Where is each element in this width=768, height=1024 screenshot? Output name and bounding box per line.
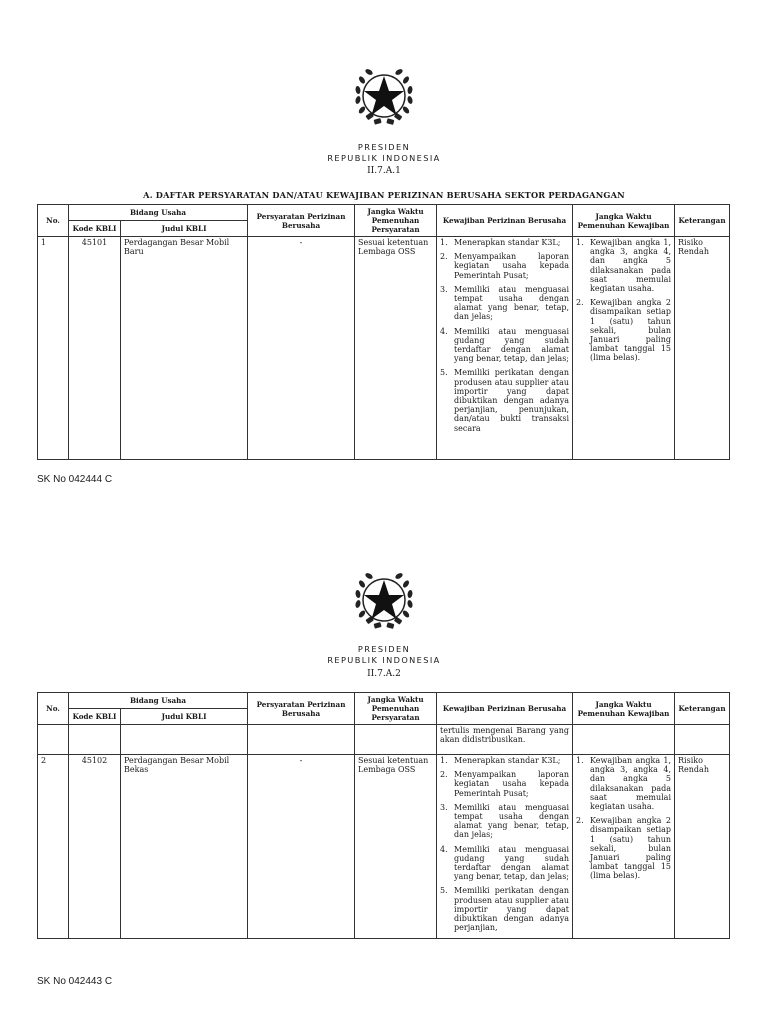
page-footer: SK No 042444 C xyxy=(37,474,113,485)
list-item: 2. Kewajiban angka 2 disampaikan setiap 1 (satu) tahun sekali, bulan Januari paling lambat tanggal 15 (lima belas). xyxy=(576,298,672,363)
list-item: 1. Kewajiban angka 1, angka 3, angka 4, dan angka 5 dilaksanakan pada saat memulai kegiatan usaha. xyxy=(576,756,672,812)
col-kewajiban: Kewajiban Perizinan Berusaha xyxy=(437,205,573,237)
row-kewajiban xyxy=(437,755,573,939)
col-kewajiban: Kewajiban Perizinan Berusaha xyxy=(437,693,573,725)
section-title: A. DAFTAR PERSYARATAN DAN/ATAU KEWAJIBAN PERIZINAN BERUSAHA SEKTOR PERDAGANGAN xyxy=(143,190,625,200)
col-jangka-kewajiban: Jangka Waktu Pemenuhan Kewajiban xyxy=(573,205,675,237)
table-row-continuation xyxy=(38,725,730,755)
table-row xyxy=(38,237,730,460)
col-no: No. xyxy=(38,205,69,237)
document-page-2 xyxy=(0,512,768,1024)
row-judul: Perdagangan Besar Mobil Baru xyxy=(121,237,248,460)
col-persyaratan: Persyaratan Perizinan Berusaha xyxy=(248,205,355,237)
requirements-table xyxy=(37,204,730,460)
row-continuation-text: tertulis mengenai Barang yang akan didistribusikan. xyxy=(437,725,573,755)
col-keterangan: Keterangan xyxy=(675,205,730,237)
row-keterangan: Risiko Rendah xyxy=(675,755,730,939)
col-judul-kbli: Judul KBLI xyxy=(121,221,248,237)
row-judul: Perdagangan Besar Mobil Bekas xyxy=(121,755,248,939)
page-code: II.7.A.1 xyxy=(367,166,401,176)
requirements-table xyxy=(37,692,730,939)
col-jangka-kewajiban: Jangka Waktu Pemenuhan Kewajiban xyxy=(573,693,675,725)
row-kode: 45101 xyxy=(69,237,121,460)
row-jangka-kewajiban xyxy=(573,237,675,460)
header-republic: REPUBLIK INDONESIA xyxy=(327,153,441,163)
list-item: 3. Memiliki atau menguasai tempat usaha dengan alamat yang benar, tetap, dan jelas; xyxy=(440,284,570,322)
presidential-emblem-icon xyxy=(352,64,416,128)
col-jangka-persyaratan: Jangka Waktu Pemenuhan Persyaratan xyxy=(355,205,437,237)
list-item: 1. Kewajiban angka 1, angka 3, angka 4, dan angka 5 dilaksanakan pada saat memulai kegiatan usaha. xyxy=(576,238,672,294)
page-code: II.7.A.2 xyxy=(367,669,401,679)
col-persyaratan: Persyaratan Perizinan Berusaha xyxy=(248,693,355,725)
row-kewajiban xyxy=(437,237,573,460)
col-bidang-usaha: Bidang Usaha xyxy=(69,693,248,709)
table-row xyxy=(38,755,730,939)
col-keterangan: Keterangan xyxy=(675,693,730,725)
document-page-1 xyxy=(0,0,768,510)
row-keterangan: Risiko Rendah xyxy=(675,237,730,460)
col-kode-kbli: Kode KBLI xyxy=(69,221,121,237)
col-bidang-usaha: Bidang Usaha xyxy=(69,205,248,221)
list-item: 5. Memiliki perikatan dengan produsen atau supplier atau importir yang dapat dibuktikan dengan adanya perjanjian, penunjukan, dan/atau bukti transaksi secara xyxy=(440,368,570,433)
row-no: 2 xyxy=(38,755,69,939)
list-item: 3. Memiliki atau menguasai tempat usaha dengan alamat yang benar, tetap, dan jelas; xyxy=(440,802,570,840)
list-item: 2. Menyampaikan laporan kegiatan usaha kepada Pemerintah Pusat; xyxy=(440,770,570,798)
row-kode: 45102 xyxy=(69,755,121,939)
row-jangka-persyaratan: Sesuai ketentuan Lembaga OSS xyxy=(355,755,437,939)
list-item: 1. Menerapkan standar K3L; xyxy=(440,756,561,765)
list-item: 2. Menyampaikan laporan kegiatan usaha kepada Pemerintah Pusat; xyxy=(440,252,570,280)
list-item: 4. Memiliki atau menguasai gudang yang sudah terdaftar dengan alamat yang benar, tetap, dan jelas; xyxy=(440,844,570,882)
col-judul-kbli: Judul KBLI xyxy=(121,709,248,725)
col-no: No. xyxy=(38,693,69,725)
list-item: 1. Menerapkan standar K3L; xyxy=(440,238,561,247)
row-persyaratan: - xyxy=(248,237,355,460)
header-republic: REPUBLIK INDONESIA xyxy=(327,655,441,665)
presidential-emblem-icon xyxy=(352,568,416,632)
header-president: PRESIDEN xyxy=(357,644,411,654)
row-no: 1 xyxy=(38,237,69,460)
header-president: PRESIDEN xyxy=(357,142,411,152)
page-footer: SK No 042443 C xyxy=(37,976,113,987)
row-persyaratan: - xyxy=(248,755,355,939)
list-item: 4. Memiliki atau menguasai gudang yang sudah terdaftar dengan alamat yang benar, tetap, dan jelas; xyxy=(440,326,570,364)
list-item: 5. Memiliki perikatan dengan produsen atau supplier atau importir yang dapat dibuktikan dengan adanya perjanjian, xyxy=(440,886,570,933)
col-kode-kbli: Kode KBLI xyxy=(69,709,121,725)
row-jangka-persyaratan: Sesuai ketentuan Lembaga OSS xyxy=(355,237,437,460)
col-jangka-persyaratan: Jangka Waktu Pemenuhan Persyaratan xyxy=(355,693,437,725)
list-item: 2. Kewajiban angka 2 disampaikan setiap 1 (satu) tahun sekali, bulan Januari paling lambat tanggal 15 (lima belas). xyxy=(576,816,672,881)
row-jangka-kewajiban xyxy=(573,755,675,939)
